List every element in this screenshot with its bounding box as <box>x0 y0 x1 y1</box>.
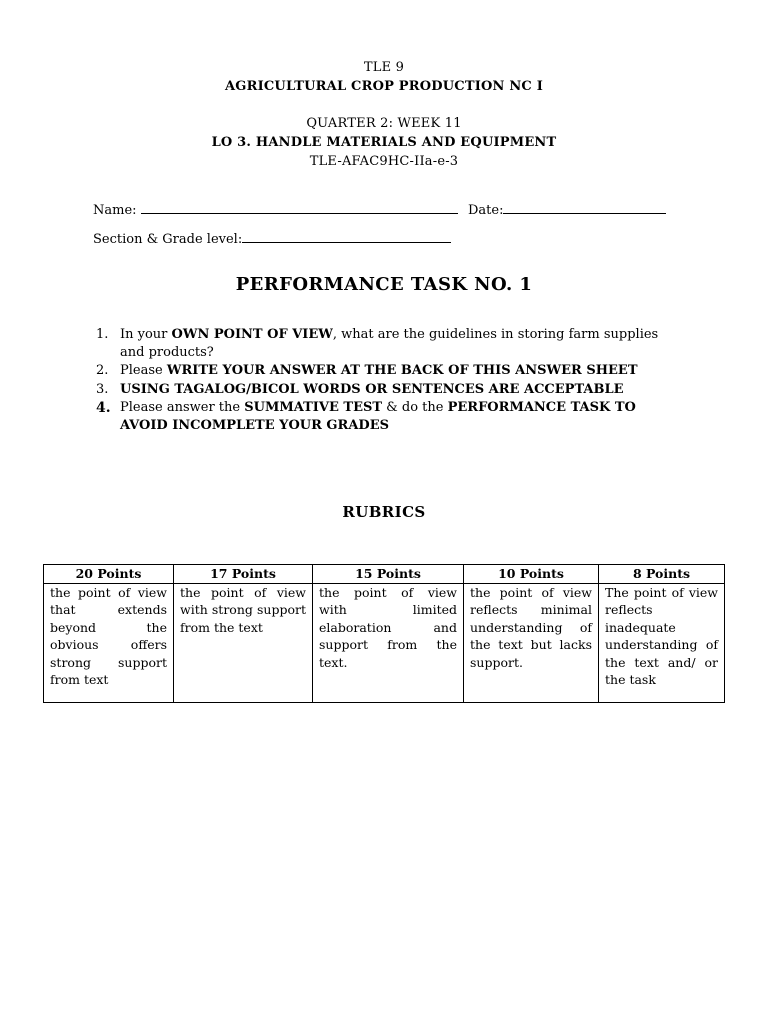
instruction-item <box>96 362 686 380</box>
item-text: In your <box>120 327 172 342</box>
rubrics-heading: RUBRICS <box>342 503 426 521</box>
points-header: 10 Points <box>464 565 599 584</box>
rubric-description: the point of view with limited elaboration and support from the text. <box>313 584 464 703</box>
item-emphasis: OWN POINT OF VIEW <box>171 327 333 342</box>
instruction-item <box>96 399 686 435</box>
course-heading: AGRICULTURAL CROP PRODUCTION NC I <box>225 79 543 94</box>
item-emphasis: PERFORMANCE TASK TO AVOID INCOMPLETE YOUR GRADES <box>120 399 636 434</box>
points-header: 15 Points <box>313 565 464 584</box>
name-blank[interactable] <box>141 201 458 214</box>
instruction-item <box>96 326 686 362</box>
rubric-description: the point of view with strong support from the text <box>174 584 313 703</box>
item-text: Please answer the <box>120 399 245 415</box>
subject-heading: TLE 9 <box>363 60 405 75</box>
rubric-description: the point of view that extends beyond the obvious offers strong support from text <box>44 584 174 703</box>
rubrics-description-row <box>44 584 725 703</box>
item-emphasis: SUMMATIVE TEST <box>244 399 383 415</box>
item-text: & do the <box>382 399 448 415</box>
points-header: 8 Points <box>599 565 725 584</box>
item-number: 3. <box>96 381 109 397</box>
page-title: PERFORMANCE TASK NO. 1 <box>235 274 533 295</box>
date-blank[interactable] <box>503 201 666 214</box>
quarter-heading: QUARTER 2: WEEK 11 <box>306 116 462 131</box>
item-number: 4. <box>96 399 111 416</box>
instruction-item <box>96 381 686 399</box>
points-header: 17 Points <box>174 565 313 584</box>
rubric-description: The point of view reflects inadequate understanding of the text and/ or the task <box>599 584 725 703</box>
date-field[interactable] <box>468 201 666 218</box>
date-label: Date: <box>468 203 504 218</box>
item-emphasis: WRITE YOUR ANSWER AT THE BACK OF THIS ANSWER SHEET <box>166 363 638 379</box>
item-number: 2. <box>96 363 109 379</box>
instructions-list <box>96 326 686 435</box>
item-number: 1. <box>96 327 109 342</box>
lo-heading: LO 3. HANDLE MATERIALS AND EQUIPMENT <box>211 135 557 150</box>
points-header: 20 Points <box>44 565 174 584</box>
item-emphasis: USING TAGALOG/BICOL WORDS OR SENTENCES ARE ACCEPTABLE <box>120 381 624 397</box>
rubric-description: the point of view reflects minimal understanding of the text but lacks support. <box>464 584 599 703</box>
name-label: Name: <box>93 203 137 218</box>
section-label: Section & Grade level: <box>93 232 243 247</box>
competency-code: TLE-AFAC9HC-IIa-e-3 <box>309 154 459 169</box>
section-field[interactable] <box>93 230 451 247</box>
item-text: , what are the guidelines in storing farm supplies and products? <box>120 327 659 361</box>
rubrics-table <box>43 564 725 703</box>
rubrics-header-row <box>44 565 725 584</box>
item-text: Please <box>120 363 167 379</box>
section-blank[interactable] <box>242 230 451 243</box>
name-field[interactable] <box>93 201 458 218</box>
